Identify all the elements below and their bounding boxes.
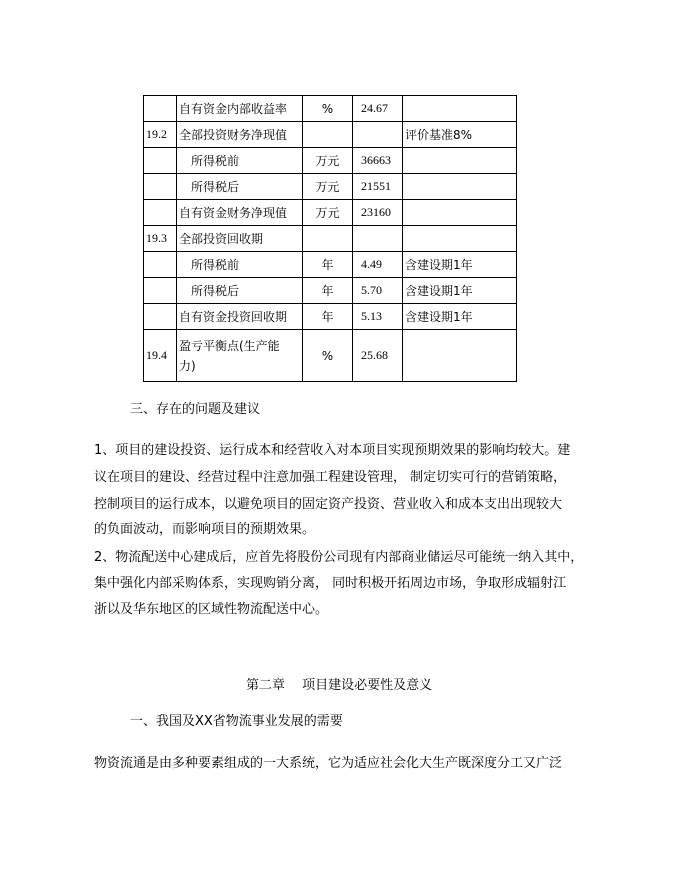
value-cell <box>353 226 403 252</box>
value-cell: 4.49 <box>353 252 403 278</box>
value-cell: 23160 <box>353 200 403 226</box>
table-row <box>144 96 517 122</box>
item-name-cell: 自有资金财务净现值 <box>177 200 303 226</box>
note-cell <box>403 200 517 226</box>
row-number-cell <box>144 174 177 200</box>
value-cell: 25.68 <box>353 330 403 382</box>
table-row <box>144 226 517 252</box>
table-row <box>144 252 517 278</box>
table-row <box>144 148 517 174</box>
row-number-cell <box>144 252 177 278</box>
chapter-title: 第二章 项目建设必要性及意义 <box>246 678 433 693</box>
row-number-cell <box>144 304 177 330</box>
paragraph-1-line-1: 1、项目的建设投资、运行成本和经营收入对本项目实现预期效果的影响均较大。建 <box>94 443 571 458</box>
item-name-line-1: 盈亏平衡点(生产能 <box>179 338 280 353</box>
chapter-subheading-1: 一、我国及XX省物流事业发展的需要 <box>130 714 343 729</box>
row-number-cell <box>144 278 177 304</box>
note-cell <box>403 330 517 382</box>
item-name-cell: 所得税前 <box>177 148 303 174</box>
value-cell <box>353 122 403 148</box>
value-cell: 36663 <box>353 148 403 174</box>
value-cell: 5.13 <box>353 304 403 330</box>
paragraph-2-line-2: 集中强化内部采购体系，实现购销分离， 同时积极开拓周边市场，争取形成辐射江 <box>94 576 567 591</box>
value-cell: 24.67 <box>353 96 403 122</box>
item-name-cell: 全部投资财务净现值 <box>177 122 303 148</box>
unit-cell: % <box>303 330 353 382</box>
table-row <box>144 122 517 148</box>
note-cell <box>403 148 517 174</box>
table-row <box>144 174 517 200</box>
section-heading-problems: 三、存在的问题及建议 <box>130 402 261 417</box>
item-name-cell: 所得税前 <box>177 252 303 278</box>
unit-cell: 年 <box>303 278 353 304</box>
value-cell: 5.70 <box>353 278 403 304</box>
financial-indicator-table <box>143 95 517 382</box>
note-cell: 含建设期1年 <box>403 278 517 304</box>
row-number-cell <box>144 96 177 122</box>
chapter-paragraph-1: 物资流通是由多种要素组成的一大系统，它为适应社会化大生产既深度分工又广泛 <box>94 756 563 771</box>
note-cell: 含建设期1年 <box>403 304 517 330</box>
table-row <box>144 330 517 382</box>
table-row <box>144 304 517 330</box>
unit-cell <box>303 226 353 252</box>
row-number-cell <box>144 200 177 226</box>
paragraph-2-line-3: 浙以及华东地区的区域性物流配送中心。 <box>94 602 329 617</box>
unit-cell: 年 <box>303 304 353 330</box>
item-name-cell <box>177 330 303 382</box>
item-name-cell: 自有资金投资回收期 <box>177 304 303 330</box>
row-number-cell: 19.2 <box>144 122 177 148</box>
paragraph-1-line-4: 的负面波动，而影响项目的预期效果。 <box>94 522 316 537</box>
unit-cell: 年 <box>303 252 353 278</box>
item-name-cell: 全部投资回收期 <box>177 226 303 252</box>
note-cell: 评价基准8% <box>403 122 517 148</box>
table-row <box>144 278 517 304</box>
unit-cell: 万元 <box>303 174 353 200</box>
unit-cell <box>303 122 353 148</box>
row-number-cell: 19.4 <box>144 330 177 382</box>
item-name-cell: 所得税后 <box>177 174 303 200</box>
paragraph-1-line-3: 控制项目的运行成本，以避免项目的固定资产投资、营业收入和成本支出出现较大 <box>94 497 563 512</box>
row-number-cell: 19.3 <box>144 226 177 252</box>
item-name-line-2: 力) <box>179 358 196 373</box>
table-row <box>144 200 517 226</box>
note-cell <box>403 96 517 122</box>
value-cell: 21551 <box>353 174 403 200</box>
paragraph-1-line-2: 议在项目的建设、经营过程中注意加强工程建设管理， 制定切实可行的营销策略， <box>94 470 567 485</box>
note-cell <box>403 226 517 252</box>
unit-cell: 万元 <box>303 200 353 226</box>
table-body <box>144 96 517 382</box>
row-number-cell <box>144 148 177 174</box>
note-cell: 含建设期1年 <box>403 252 517 278</box>
unit-cell: % <box>303 96 353 122</box>
unit-cell: 万元 <box>303 148 353 174</box>
item-name-cell: 自有资金内部收益率 <box>177 96 303 122</box>
item-name-cell: 所得税后 <box>177 278 303 304</box>
paragraph-2-line-1: 2、物流配送中心建成后，应首先将股份公司现有内部商业储运尽可能统一纳入其中， <box>94 550 584 565</box>
note-cell <box>403 174 517 200</box>
